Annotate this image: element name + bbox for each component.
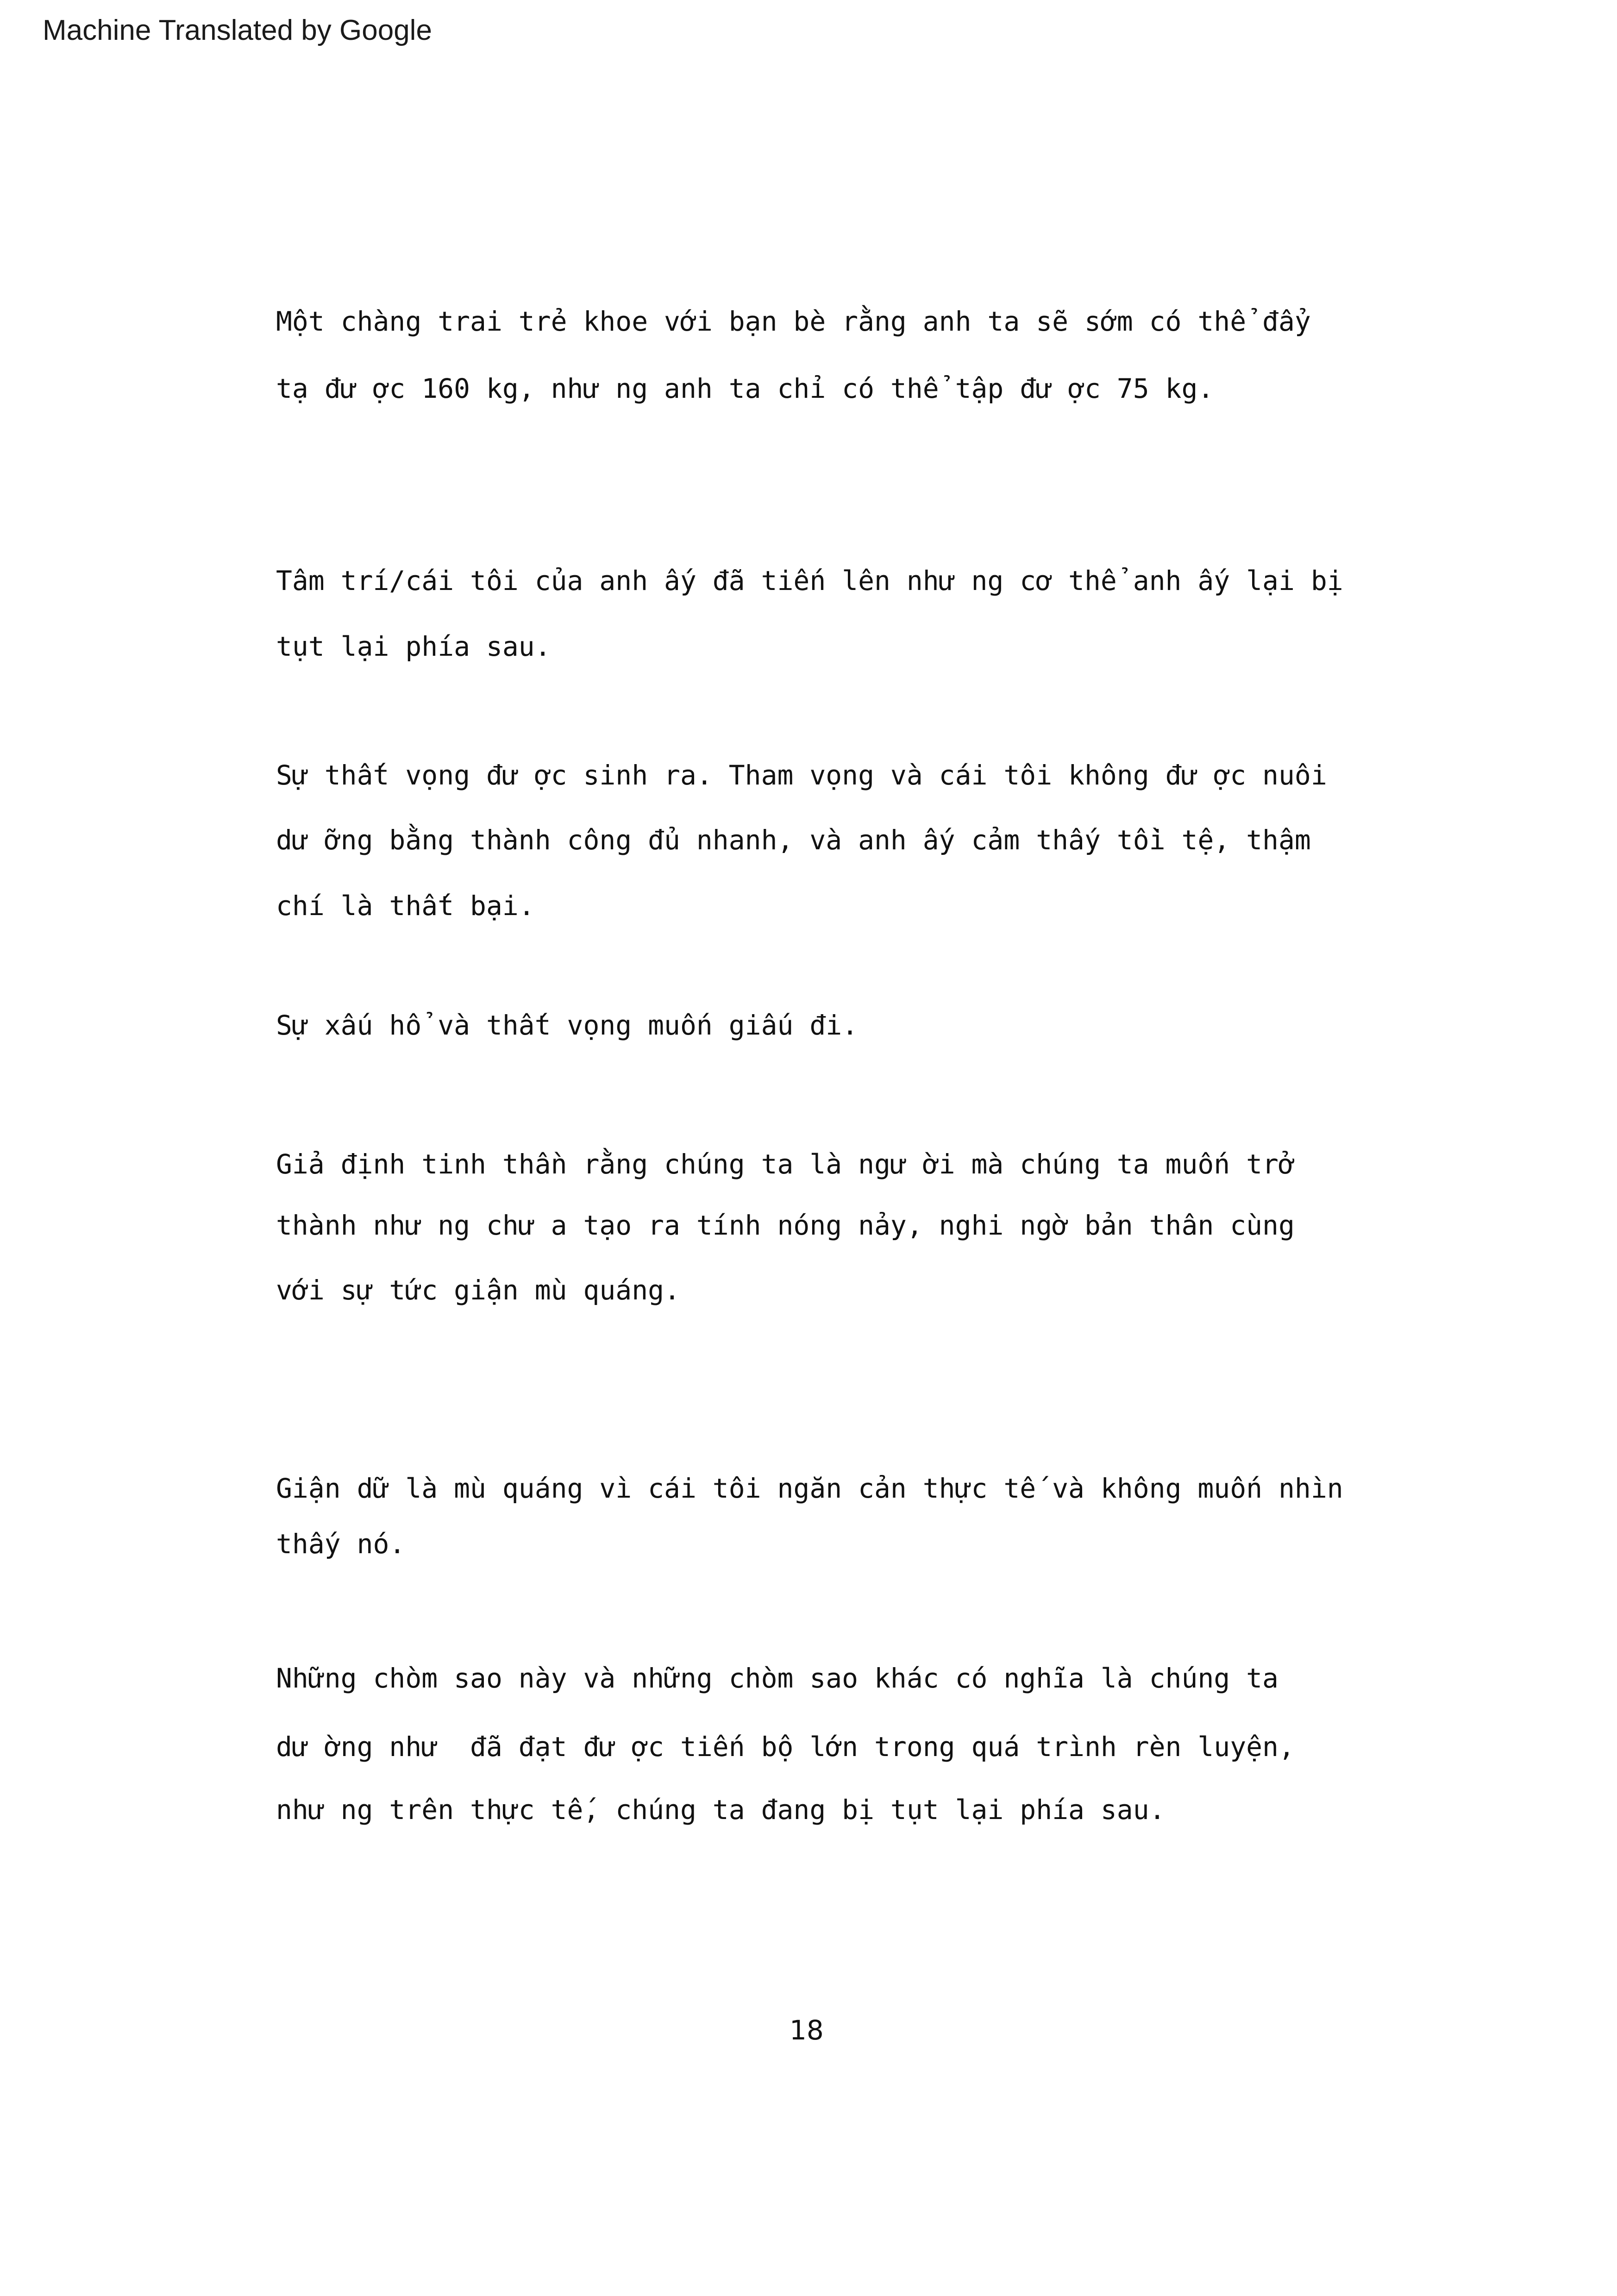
paragraph-5-line-3: với sự tức giận mù quáng. bbox=[276, 1274, 680, 1306]
paragraph-6-line-2: thấy nó. bbox=[276, 1528, 406, 1560]
paragraph-5-line-2: thành như ng chư a tạo ra tính nóng nảy, nghi ngờ bản thân cùng bbox=[276, 1210, 1295, 1241]
paragraph-7-line-1: Những chòm sao này và những chòm sao khác có nghĩa là chúng ta bbox=[276, 1662, 1279, 1694]
paragraph-2-line-2: tụt lại phía sau. bbox=[276, 631, 551, 662]
paragraph-3-line-3: chí là thất bại. bbox=[276, 890, 535, 922]
paragraph-3-line-1: Sự thất vọng đư ợc sinh ra. Tham vọng và cái tôi không đư ợc nuôi bbox=[276, 759, 1327, 791]
paragraph-6-line-1: Giận dữ là mù quáng vì cái tôi ngăn cản thực tế và không muốn nhìn bbox=[276, 1473, 1343, 1504]
paragraph-1-line-2: tạ đư ợc 160 kg, như ng anh ta chỉ có thể tập đư ợc 75 kg. bbox=[276, 373, 1214, 404]
machine-translation-note: Machine Translated by Google bbox=[43, 14, 432, 46]
paragraph-2-line-1: Tâm trí/cái tôi của anh ấy đã tiến lên như ng cơ thể anh ấy lại bị bbox=[276, 565, 1343, 596]
paragraph-7-line-3: như ng trên thực tế, chúng ta đang bị tụt lại phía sau. bbox=[276, 1794, 1166, 1826]
paragraph-4-line-1: Sự xấu hổ và thất vọng muốn giấu đi. bbox=[276, 1010, 859, 1041]
paragraph-7-line-2: dư ờng như đã đạt đư ợc tiến bộ lớn trong quá trình rèn luyện, bbox=[276, 1731, 1295, 1763]
paragraph-3-line-2: dư ỡng bằng thành công đủ nhanh, và anh ấy cảm thấy tồi tệ, thậm bbox=[276, 824, 1311, 856]
paragraph-5-line-1: Giả định tinh thần rằng chúng ta là ngư ời mà chúng ta muốn trở bbox=[276, 1148, 1295, 1180]
page-number: 18 bbox=[790, 2014, 824, 2046]
paragraph-1-line-1: Một chàng trai trẻ khoe với bạn bè rằng anh ta sẽ sớm có thể đẩy bbox=[276, 306, 1311, 337]
